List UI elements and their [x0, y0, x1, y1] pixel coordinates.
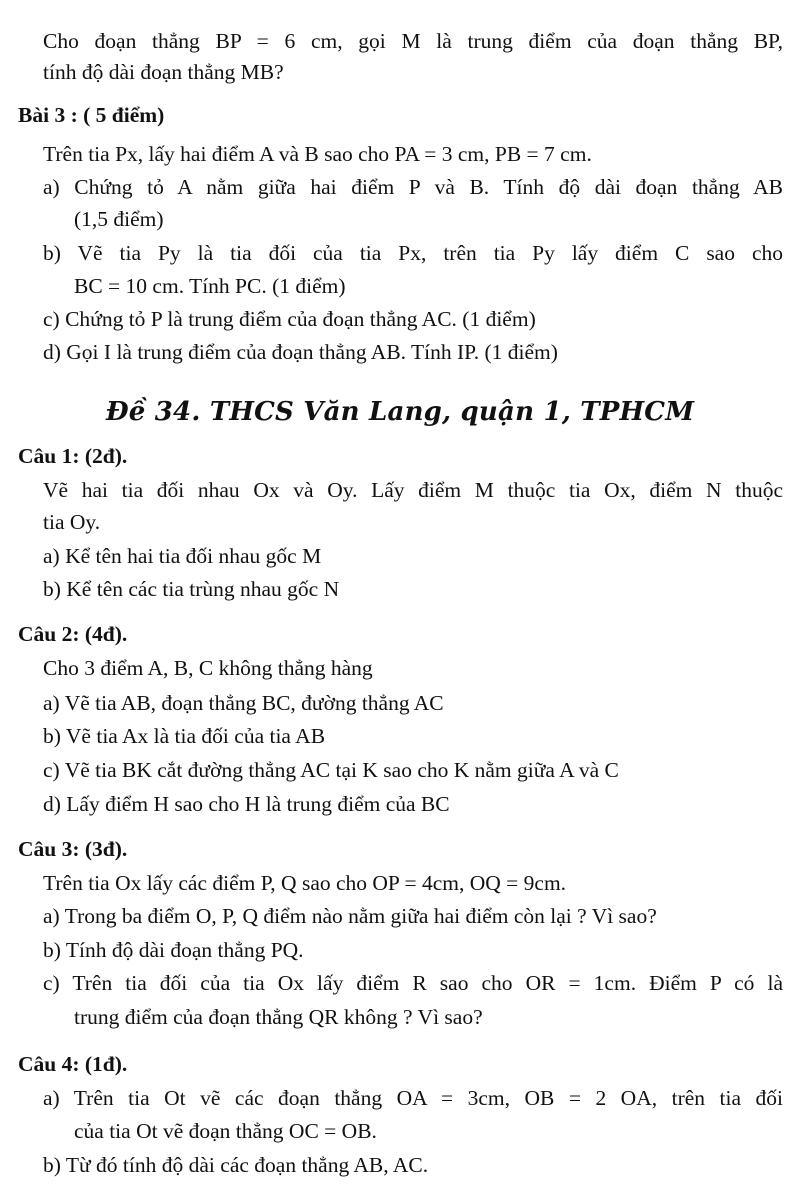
cau3-part-b: b) Tính độ dài đoạn thẳng PQ.	[43, 938, 304, 962]
bai3-part-b-line-2: BC = 10 cm. Tính PC. (1 điểm)	[74, 274, 346, 298]
cau2-heading: Câu 2: (4đ).	[18, 622, 128, 646]
bai3-part-b-line-1: b) Vẽ tia Py là tia đối của tia Px, trên tia Py lấy điểm C sao cho	[43, 241, 783, 265]
cau3-heading: Câu 3: (3đ).	[18, 837, 128, 861]
cau3-statement: Trên tia Ox lấy các điểm P, Q sao cho OP = 4cm, OQ = 9cm.	[43, 871, 567, 895]
bai3-heading: Bài 3 : ( 5 điểm)	[18, 103, 165, 127]
bai3-statement: Trên tia Px, lấy hai điểm A và B sao cho PA = 3 cm, PB = 7 cm.	[43, 142, 592, 166]
cau3-part-c-line-1: c) Trên tia đối của tia Ox lấy điểm R sao cho OR = 1cm. Điểm P có là	[43, 971, 783, 995]
cau4-part-b: b) Từ đó tính độ dài các đoạn thẳng AB, AC.	[43, 1153, 429, 1177]
bai3-part-a-line-1: a) Chứng tỏ A nằm giữa hai điểm P và B. Tính độ dài đoạn thẳng AB	[43, 175, 783, 199]
intro-line-2: tính độ dài đoạn thẳng MB?	[43, 60, 284, 84]
cau1-heading: Câu 1: (2đ).	[18, 444, 128, 468]
cau2-part-d: d) Lấy điểm H sao cho H là trung điểm của BC	[43, 792, 450, 816]
cau4-part-a-line-2: của tia Ot vẽ đoạn thẳng OC = OB.	[74, 1119, 377, 1143]
cau3-part-c-line-2: trung điểm của đoạn thẳng QR không ? Vì sao?	[74, 1005, 483, 1029]
cau2-part-b: b) Vẽ tia Ax là tia đối của tia AB	[43, 724, 326, 748]
cau2-part-a: a) Vẽ tia AB, đoạn thẳng BC, đường thẳng AC	[43, 691, 444, 715]
cau3-part-a: a) Trong ba điểm O, P, Q điểm nào nằm giữa hai điểm còn lại ? Vì sao?	[43, 904, 657, 928]
cau2-part-c: c) Vẽ tia BK cắt đường thẳng AC tại K sao cho K nằm giữa A và C	[43, 758, 619, 782]
cau4-part-a-line-1: a) Trên tia Ot vẽ các đoạn thẳng OA = 3cm, OB = 2 OA, trên tia đối	[43, 1086, 783, 1110]
cau1-part-b: b) Kể tên các tia trùng nhau gốc N	[43, 577, 340, 601]
cau1-statement-line-2: tia Oy.	[43, 510, 101, 534]
intro-line-1: Cho đoạn thẳng BP = 6 cm, gọi M là trung điểm của đoạn thẳng BP,	[43, 29, 783, 53]
bai3-part-d: d) Gọi I là trung điểm của đoạn thẳng AB. Tính IP. (1 điểm)	[43, 340, 558, 364]
bai3-part-c: c) Chứng tỏ P là trung điểm của đoạn thẳng AC. (1 điểm)	[43, 307, 536, 331]
exam-title: Đề 34. THCS Văn Lang, quận 1, TPHCM	[105, 397, 695, 427]
cau1-statement-line-1: Vẽ hai tia đối nhau Ox và Oy. Lấy điểm M thuộc tia Ox, điểm N thuộc	[43, 478, 783, 502]
cau1-part-a: a) Kể tên hai tia đối nhau gốc M	[43, 544, 322, 568]
cau4-heading: Câu 4: (1đ).	[18, 1052, 128, 1076]
cau2-statement: Cho 3 điểm A, B, C không thẳng hàng	[43, 656, 373, 680]
bai3-part-a-line-2: (1,5 điểm)	[74, 207, 164, 231]
